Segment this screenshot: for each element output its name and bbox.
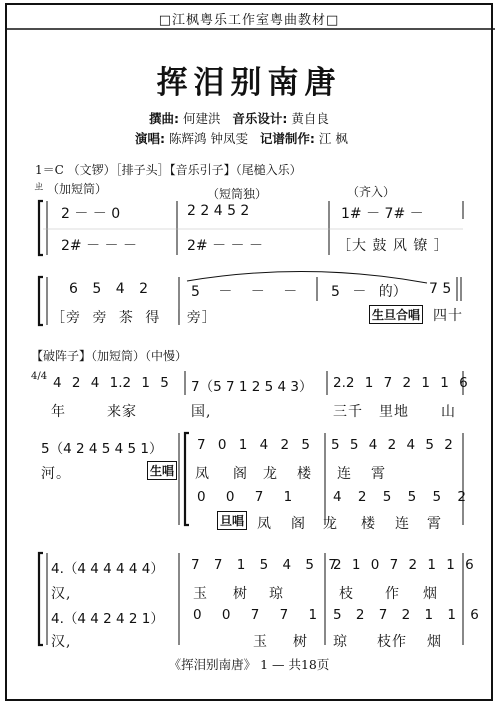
singers-label: 演唱: — [135, 131, 165, 146]
sax-mark: ㄓ — [33, 179, 46, 193]
lyric-row6-6: 作 — [385, 586, 400, 602]
lyric-row6-3: 树 — [233, 586, 248, 602]
credits-line-1 — [149, 109, 329, 127]
row6-bar3: 2 1 0 7 2 1 1 6 — [333, 557, 474, 573]
lyric-row4-7: 霄 — [371, 466, 386, 482]
row3-bar2: 7（5 7 1 2 5 4 3） — [191, 379, 313, 395]
lyric-row3-3: 国, — [191, 404, 212, 420]
row7-bar1: 4.（4 4 2 4 2 1） — [51, 611, 164, 627]
row6-bar2: 7 7 1 5 4 5 7 — [191, 557, 337, 573]
lyric-row5-2: 阁 — [291, 516, 306, 532]
row1-upper-bar2: 2 2 4 5 2 — [187, 203, 250, 219]
lyric-row5-3: 龙 — [323, 516, 338, 532]
lyric-row6-4: 琼 — [269, 586, 284, 602]
row1-upper-bar1: 2 － － 0 — [61, 206, 121, 222]
row1-lower-bar2: 2# － － － — [187, 238, 263, 254]
composer-name: 何建洪 — [182, 111, 221, 126]
lyric-row6-1: 汉, — [51, 586, 72, 602]
key-and-intro — [35, 161, 302, 178]
row4-bar2: 7 0 1 4 2 5 — [197, 437, 310, 453]
section2-markings: 【破阵子】（加短筒）（中慢） — [31, 349, 188, 363]
lyric-row5-1: 凤 — [257, 516, 272, 532]
row6-bar1: 4.（4 4 4 4 4 4） — [51, 561, 164, 577]
female-sings-label: 旦唱 — [217, 511, 247, 530]
lyric-row5-6: 霄 — [427, 516, 442, 532]
lyric-row3-5: 里地 — [379, 404, 409, 420]
lyric-row7-5: 枝作 — [377, 634, 407, 650]
time-signature: 4/4 — [31, 371, 48, 382]
notation-name: 江 枫 — [318, 131, 348, 146]
lyric-row4-4: 龙 — [263, 466, 278, 482]
add-short-tube-mark: （加短筒） — [47, 182, 108, 196]
lyric-row5-4: 楼 — [361, 516, 376, 532]
lyric-row7-1: 汉, — [51, 634, 72, 650]
lyric-row4-2: 凤 — [195, 466, 210, 482]
lyric-row6-7: 烟 — [423, 586, 438, 602]
page-footer: 《挥泪别南唐》 1 — 共18页 — [168, 657, 330, 672]
lyric-row4-6: 连 — [337, 466, 352, 482]
lyric-row7-4: 琼 — [333, 634, 348, 650]
credits-line-2 — [135, 129, 348, 147]
all-enter-mark: （齐入） — [347, 185, 396, 199]
row2-bar2: 5 － － － — [191, 284, 298, 300]
lyric-row3-2: 来家 — [107, 404, 137, 420]
row7-bar2: 0 0 7 7 1 — [193, 607, 318, 623]
row5-bar1: 0 0 7 1 — [197, 489, 293, 505]
studio-header: □江枫粤乐工作室粤曲教材□ — [158, 13, 340, 28]
score-sheet — [5, 3, 493, 701]
row1-lower-bar1: 2# － － － — [61, 238, 137, 254]
lyric-row6-2: 玉 — [193, 586, 208, 602]
lyric-row6-5: 枝 — [339, 586, 354, 602]
duet-label: 生旦合唱 — [369, 305, 423, 324]
row3-bar1: 4 2 4 1.2 1 5 — [53, 375, 169, 391]
row7-bar3: 5 2 7 2 1 1 6 — [333, 607, 479, 623]
lyric-row7-2: 玉 — [253, 634, 268, 650]
song-title: 挥泪别南唐 — [156, 65, 342, 101]
composer-label: 撰曲: — [149, 111, 179, 126]
row3-bar3: 2.2 1 7 2 1 1 6 — [333, 375, 468, 391]
male-sings-label: 生唱 — [147, 461, 177, 480]
key-signature: 1＝C — [35, 163, 64, 177]
row2-bar3: 5 － 的） — [331, 284, 407, 300]
row4-bar1: 5（4 2 4 5 4 5 1） — [41, 441, 163, 457]
singers-names: 陈辉鸿 钟凤雯 — [168, 131, 248, 146]
lyric-row3-4: 三千 — [333, 404, 363, 420]
row2-bar1: 6 5 4 2 — [69, 281, 148, 297]
row2-bar4: 7 5 — [429, 281, 452, 297]
row5-bar2: 4 2 5 5 5 2 — [333, 489, 466, 505]
music-designer-name: 黄自良 — [291, 111, 329, 126]
row4-bar3: 5 5 4 2 4 5 2 — [331, 437, 453, 453]
lyric-row3-1: 年 — [51, 404, 66, 420]
lyric-row7-6: 烟 — [427, 634, 442, 650]
lyric-row5-5: 连 — [395, 516, 410, 532]
row1-upper-bar3: 1# － 7# － — [341, 206, 424, 222]
lyric-row4-5: 楼 — [297, 466, 312, 482]
lyric-row3-6: 山 — [441, 404, 456, 420]
si-shi-lyric: 四十 — [433, 308, 463, 324]
lyric-row4-1: 河。 — [41, 466, 71, 482]
row1-percussion-text: ［大 鼓 风 镣 ］ — [337, 238, 449, 254]
short-tube-solo-mark: （短筒独） — [207, 187, 268, 201]
intro-markings: （文锣）［排子头］【音乐引子】（尾槌入乐） — [67, 163, 302, 177]
notation-label: 记谱制作: — [259, 131, 315, 146]
lyric-row4-3: 阁 — [233, 466, 248, 482]
lyric-row7-3: 树 — [293, 634, 308, 650]
row2-percussion-text: ［旁 旁 茶 得 ｜旁］ — [51, 310, 217, 326]
music-design-label: 音乐设计: — [232, 111, 288, 126]
